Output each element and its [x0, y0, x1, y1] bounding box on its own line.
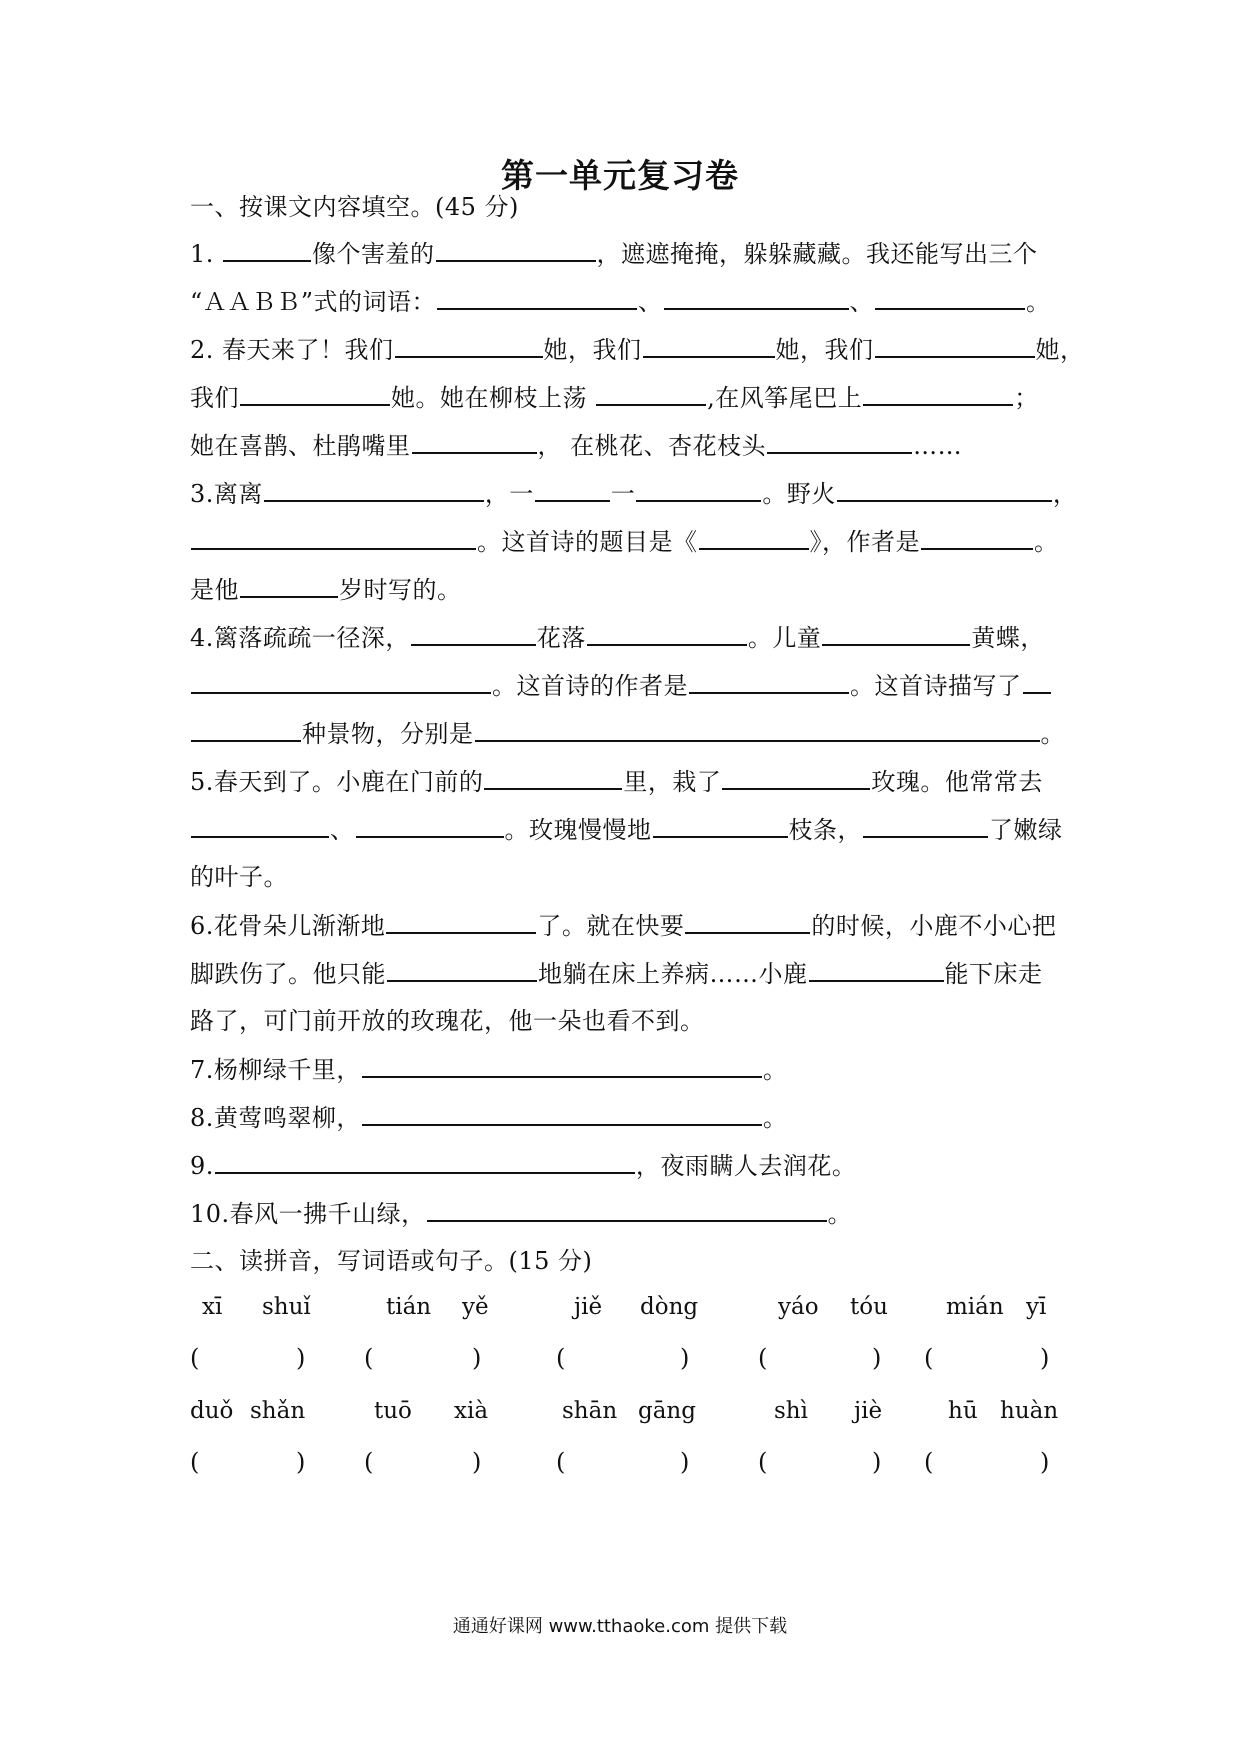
blank[interactable]	[664, 284, 849, 310]
blank[interactable]	[837, 476, 1052, 502]
question-9: 9. ，夜雨瞒人去润花。	[190, 1148, 1060, 1183]
pinyin: shǎn	[250, 1398, 306, 1424]
blank[interactable]	[484, 764, 622, 790]
blank[interactable]	[767, 428, 912, 454]
question-10: 10.春风一拂千山绿， 。	[190, 1196, 1060, 1231]
blank[interactable]	[863, 812, 988, 838]
blank[interactable]	[863, 380, 1013, 406]
pinyin: duǒ	[190, 1398, 234, 1424]
blank[interactable]	[587, 620, 747, 646]
question-6-line-2: 脚跌伤了。他只能 地躺在床上养病……小鹿 能下床走	[190, 956, 1060, 991]
pinyin: tuō	[374, 1398, 412, 1424]
pinyin-row-1	[190, 1294, 1070, 1328]
blank[interactable]	[643, 332, 775, 358]
blank[interactable]	[809, 956, 944, 982]
blank[interactable]	[191, 668, 491, 694]
blank[interactable]	[395, 332, 543, 358]
pinyin: xī	[202, 1294, 223, 1320]
blank[interactable]	[1023, 668, 1051, 694]
pinyin: dòng	[640, 1294, 699, 1320]
answer-row-2: ( ) ( ) ( ) ( ) ( )	[190, 1448, 1050, 1476]
blank[interactable]	[921, 524, 1033, 550]
question-3-line-1: 3.离离 ，一 一 。野火 ，	[190, 476, 1060, 511]
question-3-line-3: 是他 岁时写的。	[190, 572, 1060, 607]
blank[interactable]	[191, 812, 329, 838]
pinyin: huàn	[1000, 1398, 1059, 1424]
blank[interactable]	[822, 620, 970, 646]
blank[interactable]	[362, 1100, 762, 1126]
question-3-line-2: 。这首诗的题目是《 》，作者是 。	[190, 524, 1060, 559]
pinyin: tóu	[850, 1294, 888, 1320]
pinyin: shì	[774, 1398, 808, 1424]
blank[interactable]	[596, 380, 706, 406]
blank[interactable]	[191, 716, 301, 742]
blank[interactable]	[191, 524, 476, 550]
blank[interactable]	[875, 332, 1035, 358]
blank[interactable]	[240, 572, 338, 598]
pinyin: yī	[1026, 1294, 1047, 1320]
answer-row-1: ( ) ( ) ( ) ( ) ( )	[190, 1344, 1050, 1372]
blank[interactable]	[356, 812, 504, 838]
blank[interactable]	[411, 620, 536, 646]
blank[interactable]	[412, 428, 537, 454]
blank[interactable]	[722, 764, 870, 790]
blank[interactable]	[475, 716, 1040, 742]
pinyin: jiě	[574, 1294, 603, 1320]
question-5-line-3: 的叶子。	[190, 863, 288, 891]
question-2-line-1: 2. 春天来了！我们 她，我们 她，我们 她，	[190, 332, 1060, 367]
question-1-line-2: “ＡＡＢＢ”式的词语： 、 、 。	[190, 284, 1060, 319]
question-4-line-3: 种景物，分别是 。	[190, 716, 1060, 751]
question-5-line-1: 5.春天到了。小鹿在门前的 里，栽了 玫瑰。他常常去	[190, 764, 1060, 799]
section-1-header: 一、按课文内容填空。(45 分)	[190, 193, 519, 221]
blank[interactable]	[689, 668, 849, 694]
question-7: 7.杨柳绿千里， 。	[190, 1052, 1060, 1087]
pinyin: xià	[454, 1398, 489, 1424]
pinyin: yáo	[778, 1294, 819, 1320]
question-2-line-3: 她在喜鹊、杜鹃嘴里 ， 在桃花、杏花枝头 ……	[190, 428, 1060, 463]
blank[interactable]	[386, 908, 536, 934]
blank[interactable]	[427, 1196, 827, 1222]
pinyin: mián	[946, 1294, 1004, 1320]
blank[interactable]	[223, 236, 311, 262]
section-2-header: 二、读拼音，写词语或句子。(15 分)	[190, 1247, 593, 1275]
blank[interactable]	[437, 284, 637, 310]
question-4-line-1: 4.篱落疏疏一径深， 花落 。儿童 黄蝶，	[190, 620, 1060, 655]
pinyin: yě	[462, 1294, 489, 1320]
blank[interactable]	[699, 524, 809, 550]
blank[interactable]	[240, 380, 390, 406]
question-6-line-3: 路了，可门前开放的玫瑰花，他一朵也看不到。	[190, 1007, 705, 1035]
blank[interactable]	[875, 284, 1025, 310]
question-4-line-2: 。这首诗的作者是 。这首诗描写了	[190, 668, 1060, 703]
footer: 通通好课网 www.tthaoke.com 提供下载	[452, 1616, 788, 1637]
blank[interactable]	[215, 1148, 635, 1174]
question-8: 8.黄莺鸣翠柳， 。	[190, 1100, 1060, 1135]
blank[interactable]	[436, 236, 596, 262]
pinyin: jiè	[854, 1398, 883, 1424]
question-6-line-1: 6.花骨朵儿渐渐地 了。就在快要 的时候，小鹿不小心把	[190, 908, 1060, 943]
question-5-line-2: 、 。玫瑰慢慢地 枝条， 了嫩绿	[190, 812, 1060, 847]
blank[interactable]	[362, 1052, 762, 1078]
blank[interactable]	[636, 476, 761, 502]
question-2-line-2: 我们 她。她在柳枝上荡 ,在风筝尾巴上 ；	[190, 380, 1060, 415]
pinyin: gāng	[638, 1398, 696, 1424]
blank[interactable]	[387, 956, 537, 982]
blank[interactable]	[535, 476, 610, 502]
blank[interactable]	[685, 908, 810, 934]
pinyin: hū	[948, 1398, 978, 1424]
pinyin: tián	[386, 1294, 432, 1320]
question-1-line-1: 1. 像个害羞的 ，遮遮掩掩，躲躲藏藏。我还能写出三个	[190, 236, 1060, 271]
blank[interactable]	[264, 476, 484, 502]
blank[interactable]	[653, 812, 788, 838]
pinyin-row-2	[190, 1398, 1070, 1432]
page-title: 第一单元复习卷	[501, 156, 739, 195]
pinyin: shuǐ	[262, 1294, 311, 1320]
pinyin: shān	[562, 1398, 618, 1424]
